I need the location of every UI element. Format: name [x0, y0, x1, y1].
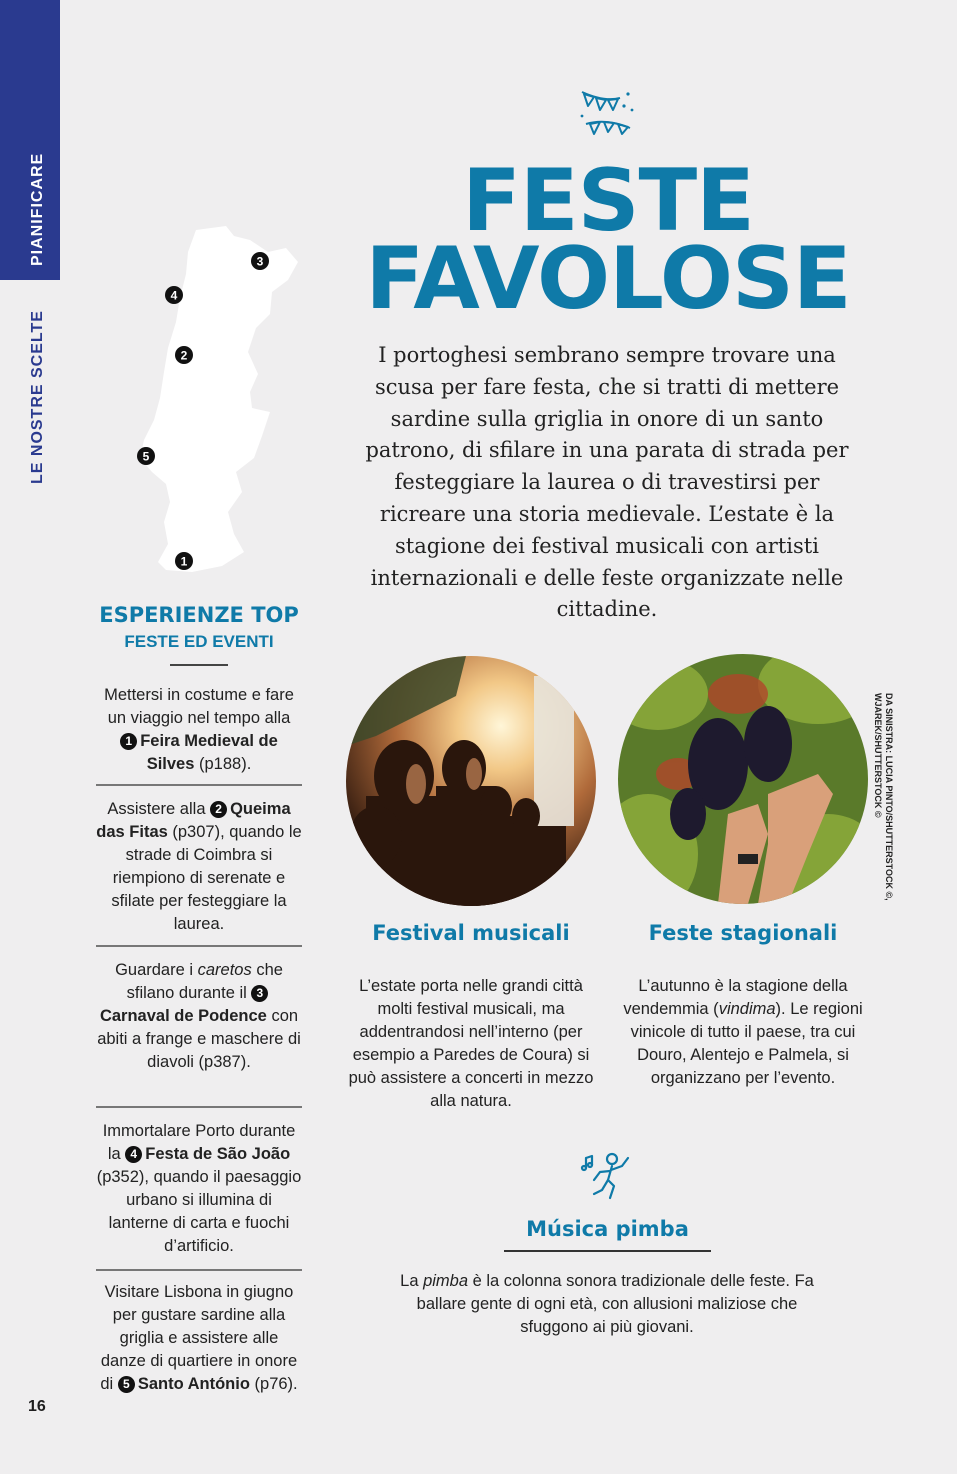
map-marker-2: 2 [180, 348, 188, 363]
map-marker-1: 1 [180, 554, 188, 569]
top-experiences-title: ESPERIENZE TOP [99, 603, 299, 627]
harvest-photo [618, 654, 868, 904]
marker-badge: 2 [210, 801, 227, 818]
divider [170, 664, 228, 666]
stagionali-body: L’autunno è la stagione della vendemmia (vindima). Le regioni vinicole di tutto il paese, tra cui Douro, Alentejo e Palmela, si organizzano per l’evento. [623, 977, 863, 1087]
map-marker-5: 5 [142, 449, 150, 464]
intro-paragraph: I portoghesi sembrano sempre trovare una scusa per fare festa, che si tratti di mettere sardine sulla griglia in onore di un santo patrono, di sfilare in una parata di strada per festeggiare la laurea o di travestirsi per ricreare una storia medievale. L’estate è la stagione dei festival musicali con artisti internazionali e delle feste organizzate nelle cittadine. [365, 343, 849, 622]
festival-photo [346, 656, 596, 906]
experience-item: Guardare i caretos che sfilano durante il 3Carnaval de Podence con abiti a frange e maschere di diavoli (p387). [97, 961, 301, 1071]
marker-badge: 1 [120, 733, 137, 750]
experience-name: Festa de São João [145, 1145, 291, 1163]
photo-credit: DA SINISTRA: LUCIA PINTO/SHUTTERSTOCK ©, WJAREK/SHUTTERSTOCK © [873, 693, 894, 901]
stagionali-title: Feste stagionali [648, 921, 838, 945]
pimba-title: Música pimba [526, 1217, 689, 1241]
experience-item: Mettersi in costume e fare un viaggio nel tempo alla 1 Feira Medieval de Silves (p188). [104, 686, 294, 773]
festival-body: L’estate porta nelle grandi città molti festival musicali, ma addentrandosi nell’interno (per esempio a Paredes de Coura) si può assistere a concerti in mezzo alla natura. [348, 977, 594, 1110]
divider [96, 1269, 302, 1271]
experience-item: Immortalare Porto durante la 4 Festa de São João (p352), quando il paesaggio urbano si illumina di lanterne di carta e fuochi d’artificio. [96, 1122, 302, 1255]
top-experiences-subtitle: FESTE ED EVENTI [124, 632, 274, 651]
page-number: 16 [28, 1398, 46, 1415]
divider [504, 1250, 711, 1252]
experience-name: Queima das Fitas [96, 800, 291, 841]
experience-item: Visitare Lisbona in giugno per gustare sardine alla griglia e assistere alle danze di quartiere in onore di 5 Santo António (p76). [100, 1283, 298, 1393]
festival-title: Festival musicali [372, 921, 570, 945]
divider [96, 945, 302, 947]
pimba-body: La pimba è la colonna sonora tradizionale delle feste. Fa ballare gente di ogni età, con allusioni maliziose che sfuggono ai più giovani. [400, 1272, 814, 1336]
marker-badge: 5 [118, 1376, 135, 1393]
page-title-line2: FAVOLOSE [365, 229, 851, 329]
portugal-map [130, 222, 302, 582]
bunting-icon [578, 88, 636, 142]
subsection-label: LE NOSTRE SCELTE [29, 310, 46, 484]
experience-name: Santo António [137, 1375, 250, 1393]
dancer-icon [580, 1150, 632, 1202]
marker-badge: 3 [251, 985, 268, 1002]
experience-name: Feira Medieval de Silves [140, 732, 278, 773]
divider [96, 1106, 302, 1108]
marker-badge: 4 [125, 1146, 142, 1163]
map-marker-4: 4 [170, 288, 178, 303]
section-label: PIANIFICARE [29, 152, 46, 266]
map-marker-3: 3 [256, 254, 264, 269]
experience-name: Carnaval de Podence [99, 1007, 267, 1025]
page-title-line1: FESTE [462, 151, 754, 251]
experience-item: Assistere alla 2 Queima das Fitas (p307), quando le strade di Coimbra si riempiono di serenate e sfilate per festeggiare la laurea. [96, 800, 302, 933]
divider [96, 784, 302, 786]
